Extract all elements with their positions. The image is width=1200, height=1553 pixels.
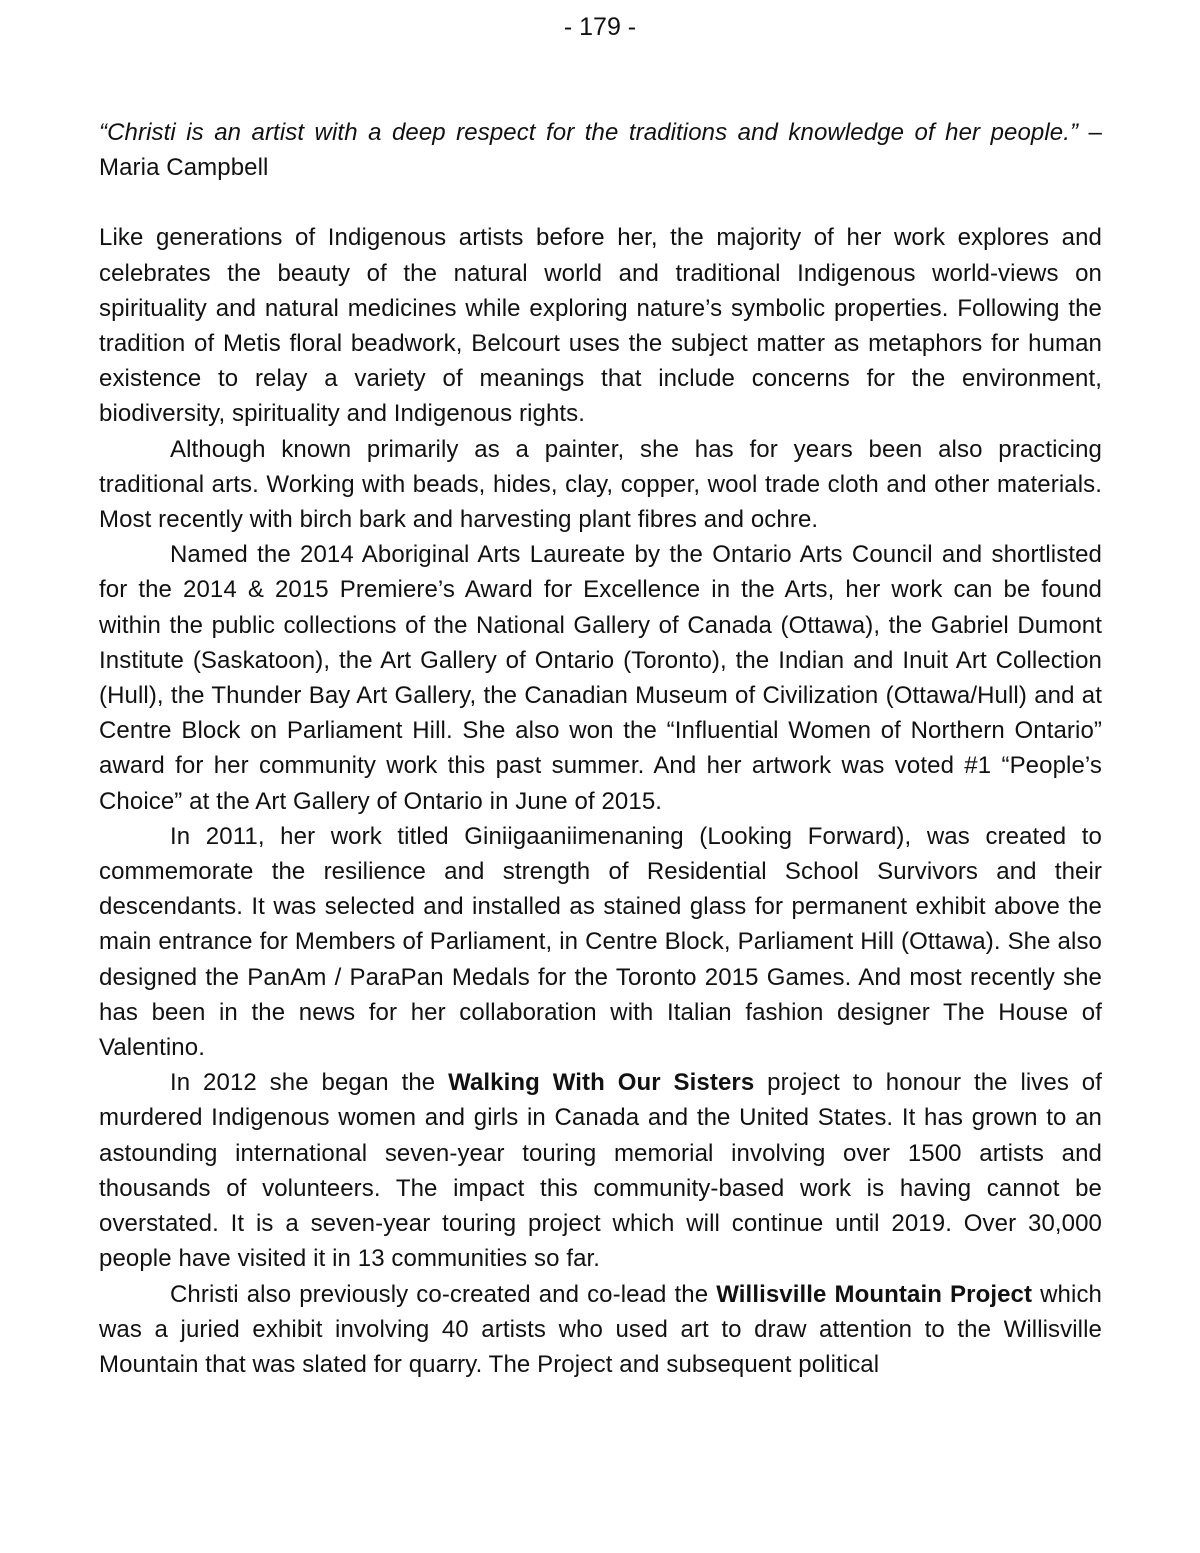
project-name-willisville-mountain: Willisville Mountain Project bbox=[716, 1280, 1033, 1308]
paragraph-5 bbox=[99, 1065, 1102, 1276]
paragraph-6-intro: Christi also previously co-created and co-lead the bbox=[170, 1280, 717, 1308]
paragraph-2: Although known primarily as a painter, she has for years been also practicing traditional arts. Working with beads, hides, clay, copper, wool trade cloth and other materials. Most recently with birch bark and harvesting plant fibres and ochre. bbox=[99, 435, 1102, 534]
paragraph-5-intro: In 2012 she began the bbox=[170, 1069, 449, 1097]
paragraph-4: In 2011, her work titled Giniigaaniimenaning (Looking Forward), was created to commemorate the resilience and strength of Residential School Survivors and their descendants. It was selected and installed as stained glass for permanent exhibit above the main entrance for Members of Parliament, in Centre Block, Parliament Hill (Ottawa). She also designed the PanAm / ParaPan Medals for the Toronto 2015 Games. And most recently she has been in the news for her collaboration with Italian fashion designer The House of Valentino. bbox=[99, 822, 1102, 1062]
document-body bbox=[99, 115, 1102, 1382]
project-name-walking-with-our-sisters: Walking With Our Sisters bbox=[448, 1069, 755, 1097]
page-number: - 179 - bbox=[563, 13, 637, 41]
epigraph bbox=[99, 115, 1102, 185]
epigraph-quote: “Christi is an artist with a deep respect for the traditions and knowledge of her people.” bbox=[99, 119, 1079, 146]
paragraph-5-body: project to honour the lives of murdered Indigenous women and girls in Canada and the United States. It has grown to an astounding international seven-year touring memorial involving over 1500 artists and thousands of volunteers. The impact this community-based work is having cannot be overstated. It is a seven-year touring project which will continue until 2019. Over 30,000 people have visited it in 13 communities so far. bbox=[99, 1069, 1103, 1273]
epigraph-attribution: – Maria Campbell bbox=[99, 119, 1103, 182]
paragraph-6 bbox=[99, 1277, 1102, 1383]
paragraph-1: Like generations of Indigenous artists before her, the majority of her work explores and celebrates the beauty of the natural world and traditional Indigenous world-views on spirituality and natural medicines while exploring nature’s symbolic properties. Following the tradition of Metis floral beadwork, Belcourt uses the subject matter as metaphors for human existence to relay a variety of meanings that include concerns for the environment, biodiversity, spirituality and Indigenous rights. bbox=[99, 224, 1102, 428]
paragraph-6-body: which was a juried exhibit involving 40 artists who used art to draw attention to the Willisville Mountain that was slated for quarry. The Project and subsequent political bbox=[99, 1280, 1102, 1378]
paragraph-3: Named the 2014 Aboriginal Arts Laureate by the Ontario Arts Council and shortlisted for the 2014 & 2015 Premiere’s Award for Excellence in the Arts, her work can be found within the public collections of the National Gallery of Canada (Ottawa), the Gabriel Dumont Institute (Saskatoon), the Art Gallery of Ontario (Toronto), the Indian and Inuit Art Collection (Hull), the Thunder Bay Art Gallery, the Canadian Museum of Civilization (Ottawa/Hull) and at Centre Block on Parliament Hill. She also won the “Influential Women of Northern Ontario” award for her community work this past summer. And her artwork was voted #1 “People’s Choice” at the Art Gallery of Ontario in June of 2015. bbox=[99, 541, 1102, 815]
